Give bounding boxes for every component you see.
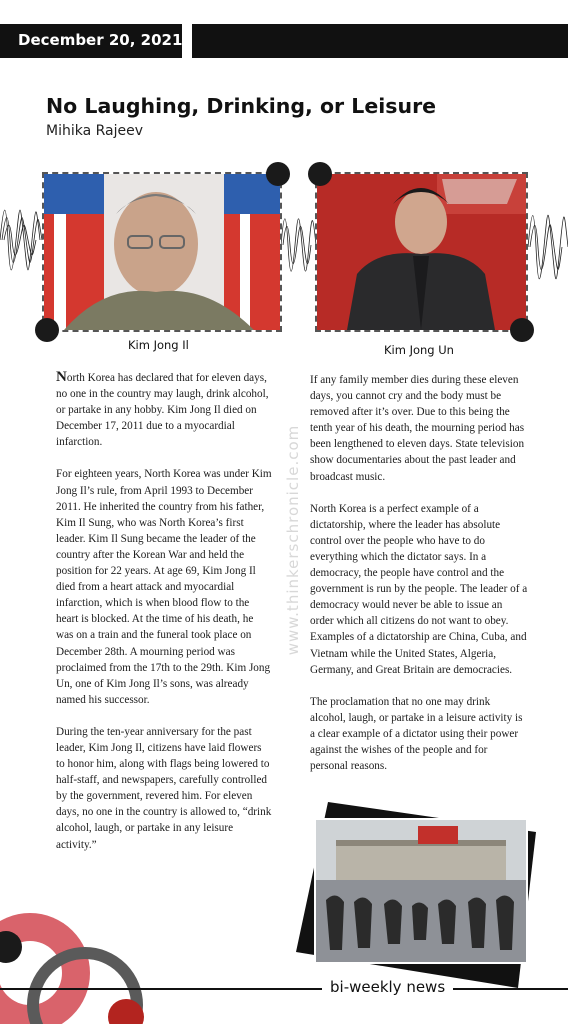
- drop-cap: N: [56, 369, 67, 385]
- watermark-text: www.thinkerschronicle.com: [284, 424, 302, 656]
- paragraph: During the ten-year anniversary for the past leader, Kim Jong Il, citizens have laid flowers to honor him, along with flags being lowered to half-staff, and newspapers, carefully controlled by the government, revered him. For eleven days, no one in the country is allowed to, “drink alcohol, laugh, or partake in any leisure activity.”: [56, 725, 272, 851]
- paragraph: The proclamation that no one may drink alcohol, laugh, or partake in a leisure activity is a clear example of a dictator using their power against the wishes of the people and for personal reasons.: [310, 695, 523, 773]
- watermark: [278, 400, 308, 680]
- photo-corner-dot: [510, 318, 534, 342]
- photo-corner-dot: [266, 162, 290, 186]
- article-body-right: [310, 372, 528, 790]
- issue-date: December 20, 2021: [18, 31, 183, 49]
- paragraph: For eighteen years, North Korea was under Kim Jong Il’s rule, from April 1993 to December 2011. He inherited the country from his father, Kim Il Sung, who was North Korea’s first leader. Kim Il Sung became the leader of the country after the Korean War and held the position for 22 years. At age 69, Kim Jong Il died from a heart attack and myocardial infarction, which is when blood flow to the heart is blocked. At the time of his death, he was on a train and the funeral took place on December 28th. A mourning period was proclaimed from the 17th to the 29th. Kim Jong Un, one of Kim Jong Il’s sons, was already named his successor.: [56, 468, 272, 706]
- paragraph: If any family member dies during these eleven days, you cannot cry and the body must be removed after it’s over. Due to this being the tenth year of his death, the mourning period has been lengthened to eleven days. State television show documentaries about the past leader and broadcast music.: [310, 374, 525, 483]
- paragraph: North Korea is a perfect example of a dictatorship, where the leader has absolute control over the people who have to do everything which the dictator says. In a democracy, the people have control and the government is run by the people. The leader of a democracy would never be able to issue an order which all citizens do not want to obey. Examples of a dictatorship are China, Cuba, and Vietnam while the United States, Algeria, Germany, and Great Britain are democracies.: [310, 502, 528, 676]
- portrait-photo-icon: [44, 174, 280, 330]
- photo-bottom: [314, 818, 528, 964]
- paragraph: [56, 369, 272, 450]
- photo-left: [42, 172, 282, 332]
- article-author: Mihika Rajeev: [46, 123, 144, 139]
- header-rule: [192, 24, 568, 58]
- wave-decoration-center: [281, 205, 317, 285]
- photo-corner-dot: [35, 318, 59, 342]
- portrait-photo-icon: [317, 174, 526, 330]
- article-body-left: [56, 369, 272, 869]
- footer-label: bi-weekly news: [322, 978, 453, 996]
- decorative-circles: [0, 905, 170, 1024]
- footer-rule: [0, 988, 568, 990]
- wave-decoration-right: [528, 200, 568, 295]
- article-title: No Laughing, Drinking, or Leisure: [46, 94, 437, 118]
- paragraph-text: orth Korea has declared that for eleven days, no one in the country may laugh, drink alcohol, or partake in any hobby. Kim Jong Il died on December 17, 2011 due to a myocardial infarction.: [56, 372, 269, 449]
- photo-left-caption: Kim Jong Il: [128, 338, 189, 352]
- wave-decoration-left: [0, 195, 44, 285]
- crowd-bowing-photo-icon: [316, 820, 526, 962]
- photo-corner-dot: [308, 162, 332, 186]
- photo-right: [315, 172, 528, 332]
- photo-right-caption: Kim Jong Un: [384, 343, 454, 357]
